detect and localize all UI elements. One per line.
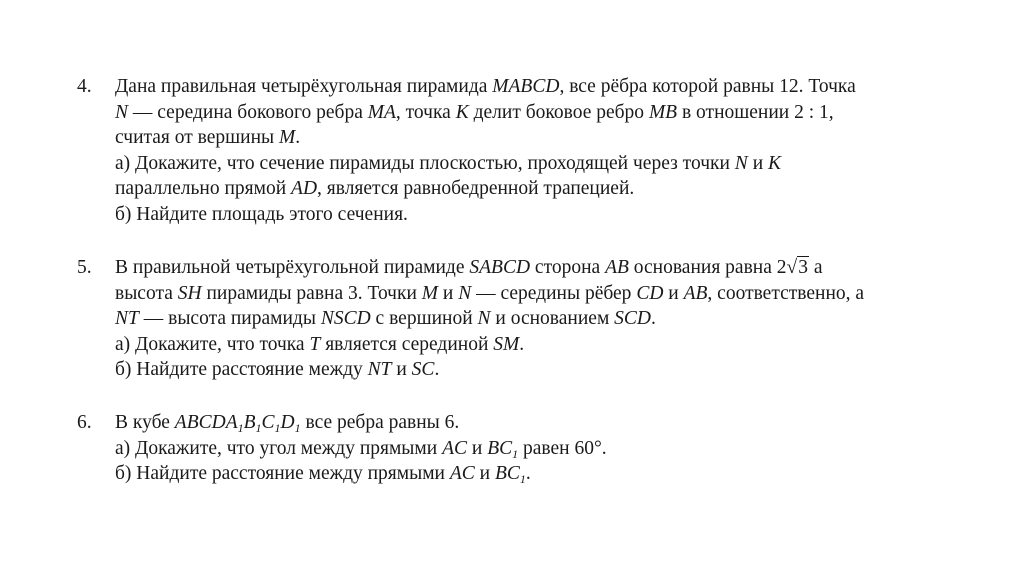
problem-part: а) Докажите, что сечение пирамиды плоскостью, проходящей через точки N и K (115, 152, 782, 174)
problem-line: высота SH пирамиды равна 3. Точки M и N — середины рёбер CD и AB, соответственно, а (115, 282, 865, 304)
problem-part: б) Найдите расстояние между NT и SC. (115, 359, 440, 380)
problem-part: б) Найдите площадь этого сечения. (115, 203, 408, 225)
problem-number: 4. (77, 76, 92, 97)
problem-line: NT — высота пирамиды NSCD с вершиной N и основанием SCD. (115, 308, 656, 329)
problem-part: параллельно прямой AD, является равнобедренной трапецией. (115, 178, 635, 199)
problem-4 (77, 74, 977, 227)
problem-line: N — середина бокового ребра MA, точка K делит боковое ребро MB в отношении 2 : 1, (115, 101, 834, 123)
problem-part: а) Докажите, что точка T является серединой SM. (115, 333, 525, 355)
problem-number: 5. (77, 257, 92, 278)
problem-line: Дана правильная четырёхугольная пирамида MABCD, все рёбра которой равны 12. Точка (115, 76, 856, 97)
problem-6 (77, 410, 977, 487)
problem-line: В кубе $ABCDA_1B_1C_1D_1$ все ребра равны 6. (115, 412, 460, 435)
problem-5 (77, 255, 977, 383)
problem-line: В правильной четырёхугольной пирамиде SABCD сторона AB основания равна 2√3 а (115, 257, 823, 278)
problem-part: а) Докажите, что угол между прямыми AC и $BC_1$ равен 60°. (115, 437, 607, 461)
problem-part: б) Найдите расстояние между прямыми AC и $BC_1$. (115, 463, 531, 486)
problem-number: 6. (77, 412, 92, 433)
problem-line: считая от вершины M. (115, 127, 301, 148)
